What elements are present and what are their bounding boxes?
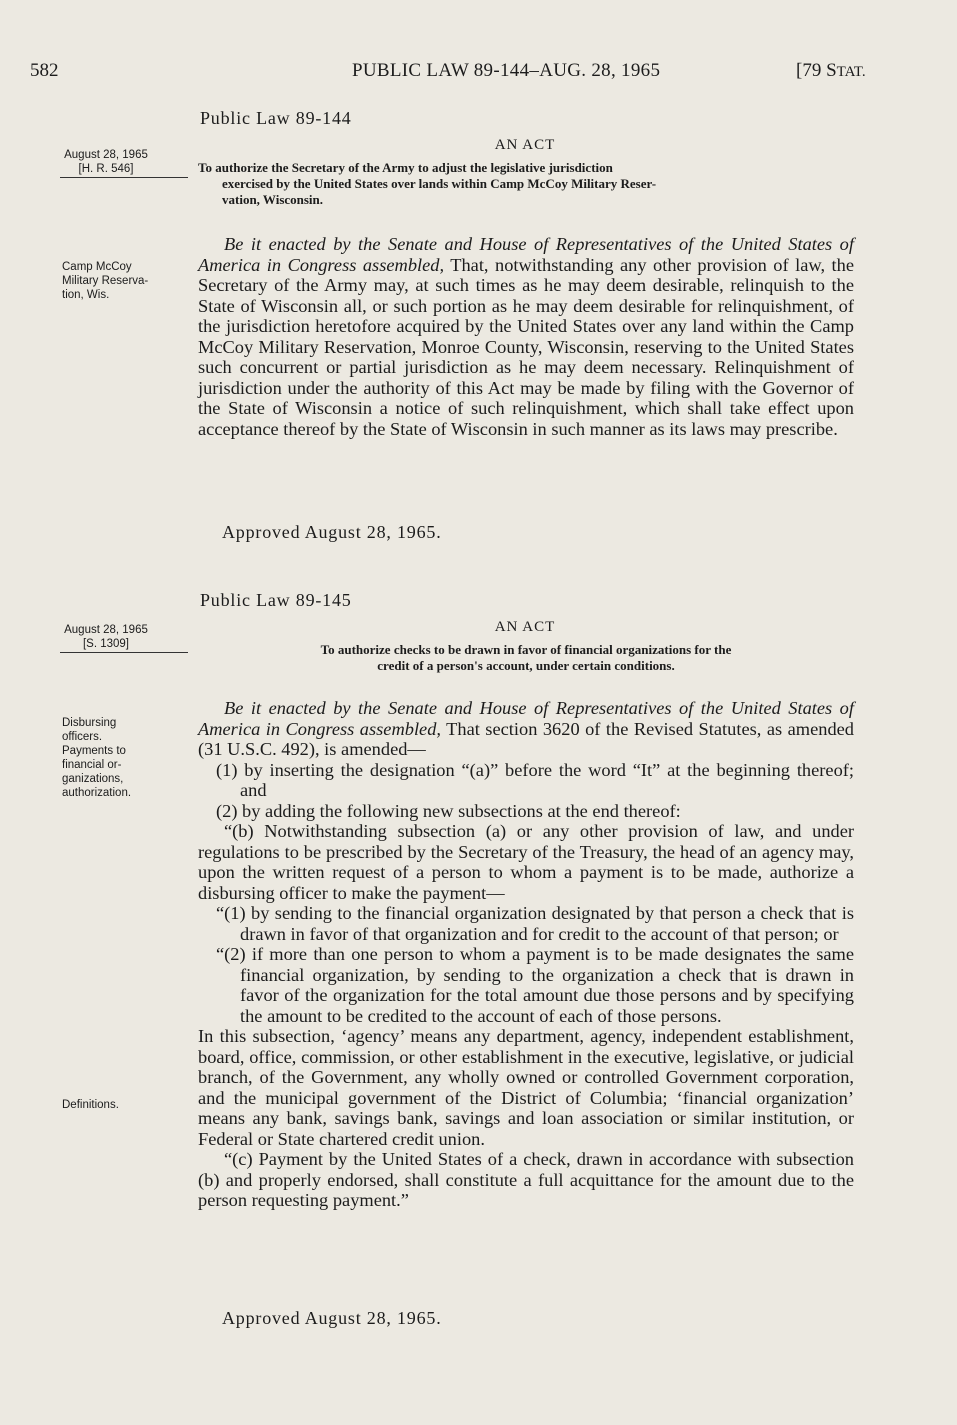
law-144-title: Public Law 89-144: [200, 108, 352, 128]
law-144-purpose-line3: vation, Wisconsin.: [222, 192, 324, 207]
law-145-purpose: [198, 642, 854, 674]
volume-prefix: [79 S: [796, 60, 837, 81]
law-145-definitions-note: Definitions.: [62, 1099, 119, 1111]
volume-suffix: TAT.: [836, 64, 866, 80]
law-144-date-note: [32, 148, 180, 176]
volume-reference: [796, 60, 866, 82]
law-145-date: August 28, 1965: [64, 624, 148, 636]
law-144-margin-note: [62, 260, 212, 302]
margin-note-line: authorization.: [62, 787, 132, 799]
page-number: 582: [30, 60, 59, 81]
margin-note-line: ganizations,: [62, 773, 124, 785]
law-144-body: [198, 234, 854, 439]
law-145-margin-note: [62, 716, 212, 800]
law-145-title: Public Law 89-145: [200, 590, 352, 610]
law-145-date-note: [32, 623, 180, 651]
law-145-text-intro: That section 3620 of the Revised Statutes, as amended (31 U.S.C. 492), is amended—: [198, 718, 854, 759]
margin-note-line: Camp McCoy: [62, 261, 132, 273]
law-145-approved: Approved August 28, 1965.: [222, 1308, 442, 1328]
law-144-text: That, notwithstanding any other provision of law, the Secretary of the Army may, at such times as he may deem desirable, relinquish to the State of Wisconsin all, or such portion as he may deem desirable for relinquishment, of the jurisdiction heretofore acquired by the United States over any land within the Camp McCoy Military Reservation, Monroe County, Wisconsin, reserving to the United States such concurrent or partial jurisdiction as he may deem necessary. Relinquishment of jurisdiction under the authority of this Act may be made by filing with the Governor of the State of Wisconsin a notice of such relinquishment, which shall take effect upon acceptance thereof by the State of Wisconsin in such manner as its laws may prescribe.: [198, 254, 854, 439]
law-145-item2: (2) by adding the following new subsections at the end thereof:: [216, 800, 681, 821]
law-145-purpose-line2: credit of a person's account, under certain conditions.: [377, 658, 675, 673]
law-145-act-label: AN ACT: [494, 619, 556, 635]
running-title: PUBLIC LAW 89-144–AUG. 28, 1965: [352, 60, 661, 81]
margin-note-line: Disbursing: [62, 717, 117, 729]
law-145-enacting-clause: Be it enacted by the Senate and House of Representatives of the United States of America in Congress assembled,: [198, 698, 854, 739]
law-144-act-label: AN ACT: [494, 137, 556, 153]
law-145-sub-b2: “(2) if more than one person to whom a payment is to be made designates the same financial organization, by sending to the organization a check that is drawn in favor of the organization for the total amount due those persons and by specifying the amount to be credited to the account of each of those persons.: [216, 944, 854, 1026]
law-144-enacting-clause: Be it enacted by the Senate and House of Representatives of the United States of America in Congress assembled,: [198, 234, 854, 275]
law-145-sub-b1: “(1) by sending to the financial organization designated by that person a check that is drawn in favor of that organization and for credit to the account of that person; or: [216, 903, 854, 944]
margin-note-line: tion, Wis.: [62, 289, 110, 301]
margin-note-line: Payments to: [62, 745, 126, 757]
law-145-sub-c: “(c) Payment by the United States of a check, drawn in accordance with subsection (b) and properly endorsed, shall constitute a full acquittance for the amount due to the person requesting payment.”: [198, 1149, 854, 1210]
law-145-body: [198, 698, 854, 1211]
margin-note-line: financial or-: [62, 759, 122, 771]
law-145-purpose-line1: To authorize checks to be drawn in favor of financial organizations for the: [320, 642, 732, 657]
law-144-margin-rule: [60, 177, 188, 178]
law-144-date: August 28, 1965: [64, 149, 148, 161]
law-144-bill: [H. R. 546]: [78, 163, 134, 175]
law-144-purpose-line1: To authorize the Secretary of the Army to adjust the legislative jurisdiction: [198, 160, 613, 175]
law-145-sub-b: “(b) Notwithstanding subsection (a) or any other provision of law, and under regulations to be prescribed by the Secretary of the Treasury, the head of an agency may, upon the written request of a person to whom a payment is to be made, authorize a disbursing officer to make the payment—: [198, 821, 854, 903]
law-144-purpose: [198, 160, 854, 208]
law-145-definitions: In this subsection, ‘agency’ means any department, agency, independent establishment, board, office, commission, or other establishment in the executive, legislative, or judicial branch, of the Government, any wholly owned or controlled Government corporation, and the municipal government of the District of Columbia; ‘financial organization’ means any bank, savings bank, savings and loan association or similar institution, or Federal or State chartered credit union.: [198, 1026, 854, 1149]
law-144-approved: Approved August 28, 1965.: [222, 522, 442, 542]
law-145-margin-rule: [60, 652, 188, 653]
margin-note-line: officers.: [62, 731, 103, 743]
margin-note-line: Military Reserva-: [62, 275, 149, 287]
law-145-bill: [S. 1309]: [82, 638, 130, 650]
law-144-purpose-line2: exercised by the United States over lands within Camp McCoy Military Reser-: [222, 176, 657, 191]
law-145-item1: (1) by inserting the designation “(a)” before the word “It” at the beginning thereof; and: [216, 759, 854, 800]
running-header: [30, 60, 930, 90]
